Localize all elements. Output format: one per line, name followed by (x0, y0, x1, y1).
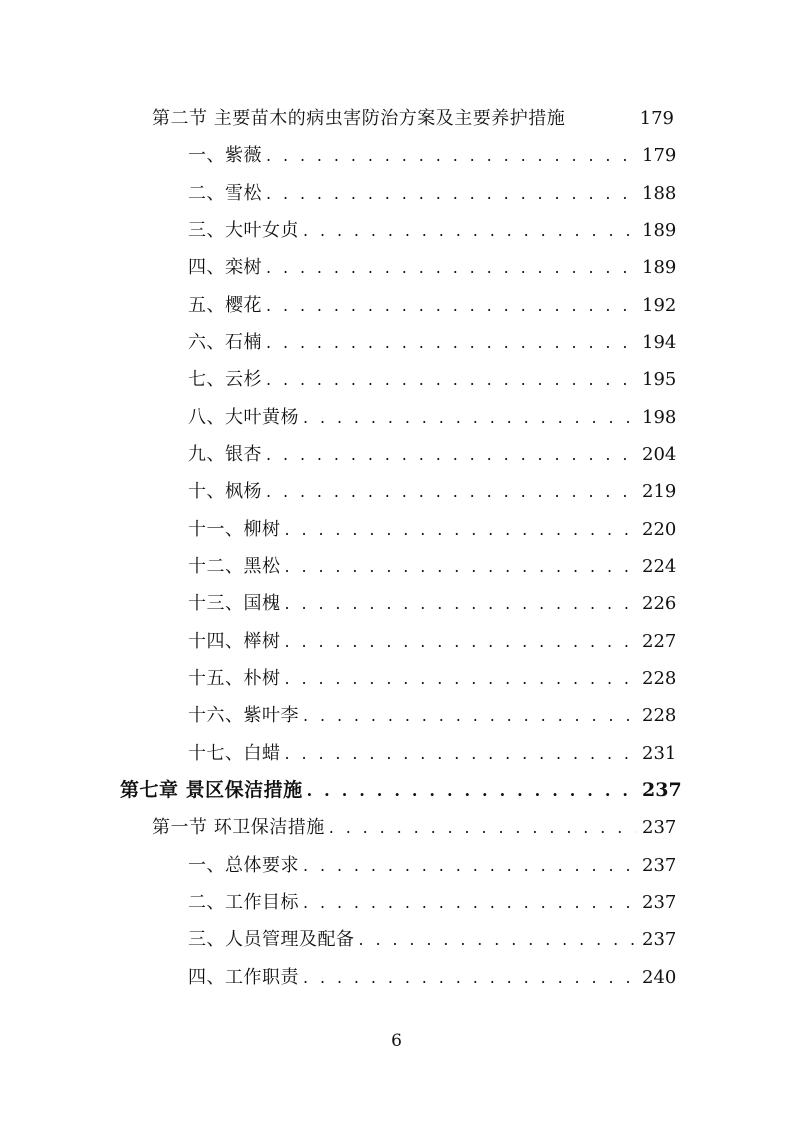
toc-entry-title: 一、总体要求 (188, 854, 299, 876)
toc-entry-page: 198 (642, 406, 677, 428)
toc-entry[interactable] (188, 175, 677, 212)
toc-dot-leader (266, 436, 636, 473)
toc-dot-leader (266, 249, 636, 286)
toc-entry-page: 189 (642, 220, 677, 241)
toc-entry[interactable] (188, 511, 677, 548)
toc-dot-leader (303, 847, 636, 884)
toc-dot-leader (303, 697, 636, 734)
toc-dot-leader (303, 959, 636, 996)
toc-entry-page: 226 (642, 593, 677, 614)
toc-dot-leader (266, 361, 636, 398)
toc-dot-leader (285, 548, 637, 585)
toc-dot-leader (266, 175, 636, 212)
toc-entry[interactable] (188, 921, 677, 958)
toc-entry-page: 195 (642, 369, 677, 390)
toc-entry[interactable] (188, 436, 677, 473)
toc-entry-page: 237 (642, 929, 677, 950)
toc-entry[interactable] (188, 623, 677, 660)
toc-entry[interactable] (188, 660, 677, 697)
toc-entry-page: 224 (642, 556, 677, 577)
toc-dot-leader (266, 324, 636, 361)
toc-entry-title: 十五、朴树 (188, 668, 281, 689)
toc-entry-page: 179 (642, 145, 677, 166)
toc-entry-title: 四、工作职责 (188, 966, 299, 988)
toc-dot-leader (303, 212, 636, 249)
toc-entry-page: 188 (642, 182, 677, 204)
toc-entry-title: 五、樱花 (188, 294, 262, 316)
toc-entry-title: 七、云杉 (188, 369, 262, 390)
toc-entry-page: 237 (642, 854, 677, 876)
toc-entry-page: 228 (642, 705, 677, 726)
toc-dot-leader (359, 921, 637, 958)
toc-entry-page: 192 (642, 294, 677, 316)
toc-entry-title: 十一、柳树 (188, 518, 281, 540)
page-number: 6 (391, 1031, 402, 1051)
toc-entry[interactable] (188, 847, 677, 884)
toc-entry-chapter[interactable] (120, 772, 682, 809)
toc-entry-page: 237 (642, 892, 677, 913)
toc-entry-title: 八、大叶黄杨 (188, 406, 299, 428)
toc-entry-title: 十二、黑松 (188, 556, 281, 577)
toc-entry-title: 第七章 景区保洁措施 (120, 779, 303, 801)
toc-entry-title: 二、工作目标 (188, 892, 299, 913)
toc-entry-title: 二、雪松 (188, 182, 262, 204)
toc-entry[interactable] (188, 324, 677, 361)
toc-entry[interactable] (188, 959, 677, 996)
toc-entry[interactable] (188, 548, 677, 585)
toc-dot-leader (285, 511, 637, 548)
toc-dot-leader (285, 585, 637, 622)
toc-entry-page: 194 (642, 332, 677, 353)
toc-dot-leader (329, 809, 636, 846)
toc-entry[interactable] (188, 473, 677, 510)
toc-entry-title: 十六、紫叶李 (188, 705, 299, 726)
toc-dot-leader (266, 473, 636, 510)
toc-entry[interactable] (188, 212, 677, 249)
toc-entry[interactable] (188, 884, 677, 921)
toc-entry-title: 三、大叶女贞 (188, 220, 299, 241)
toc-entry-page: 240 (642, 966, 677, 988)
toc-entry-page: 237 (642, 779, 682, 801)
toc-entry[interactable] (188, 399, 677, 436)
toc-entry[interactable] (188, 249, 677, 286)
toc-entry-section[interactable] (152, 809, 677, 846)
toc-entry-title: 十三、国槐 (188, 593, 281, 614)
toc-entry-title: 四、栾树 (188, 257, 262, 278)
toc-entry-title: 十四、榉树 (188, 630, 281, 652)
toc-dot-leader (303, 399, 636, 436)
toc-dot-leader (285, 735, 637, 772)
toc-entry-title: 十、枫杨 (188, 481, 262, 502)
toc-entry-section[interactable] (152, 100, 674, 137)
toc-entry-title: 一、紫薇 (188, 145, 262, 166)
toc-entry[interactable] (188, 287, 677, 324)
toc-entry-title: 第二节 主要苗木的病虫害防治方案及主要养护措施 (152, 108, 566, 129)
toc-entry-title: 三、人员管理及配备 (188, 929, 355, 950)
toc-dot-leader (266, 137, 636, 174)
toc-entry-title: 第一节 环卫保洁措施 (152, 817, 325, 838)
toc-dot-leader (285, 660, 637, 697)
toc-entry-page: 237 (642, 817, 677, 838)
toc-entry-page: 179 (639, 108, 674, 129)
toc-entry-page: 220 (642, 518, 677, 540)
toc-entry-page: 189 (642, 257, 677, 278)
toc-entry-title: 九、银杏 (188, 444, 262, 465)
toc-dot-leader (266, 287, 636, 324)
toc-entry-page: 231 (642, 742, 677, 764)
toc-entry-page: 219 (642, 481, 677, 502)
toc-entry[interactable] (188, 697, 677, 734)
toc-dot-leader (307, 772, 636, 809)
toc-entry-title: 十七、白蜡 (188, 742, 281, 764)
toc-entry[interactable] (188, 735, 677, 772)
toc-entry[interactable] (188, 137, 677, 174)
toc-entry[interactable] (188, 361, 677, 398)
toc-entry-page: 204 (642, 444, 677, 465)
toc-entry-page: 227 (642, 630, 677, 652)
toc-dot-leader (285, 623, 637, 660)
toc-entry[interactable] (188, 585, 677, 622)
toc-entry-page: 228 (642, 668, 677, 689)
toc-dot-leader (303, 884, 636, 921)
toc-entry-title: 六、石楠 (188, 332, 262, 353)
